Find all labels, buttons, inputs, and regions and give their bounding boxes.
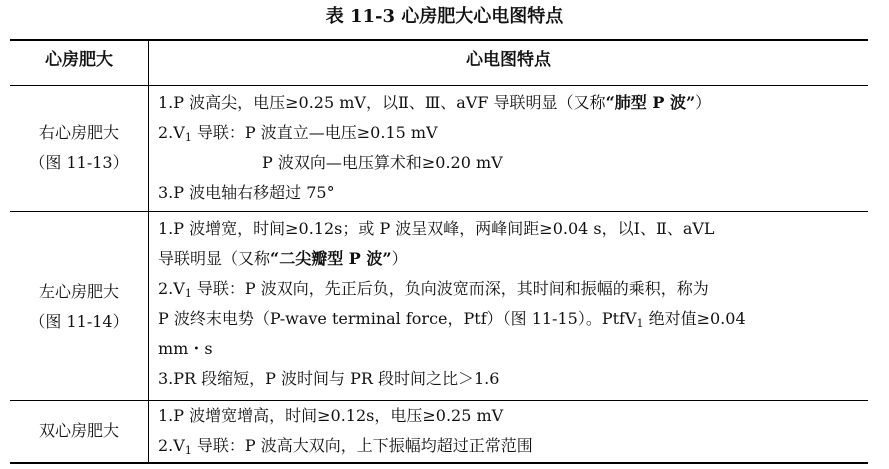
row-name: 左心房肥大: [38, 282, 119, 301]
figure-ref: （图 11-13）: [29, 153, 129, 172]
feature-line: P 波双向—电压算术和≥0.20 mV: [262, 153, 503, 172]
column-divider: [148, 40, 149, 462]
row-label-left-atrium: [10, 277, 148, 337]
feature-line: 3.PR 段缩短，P 波时间与 PR 段时间之比＞1.6: [158, 369, 500, 388]
feature-line: $2.V_1$ 导联：P 波直立—电压≥0.15 mV: [158, 123, 438, 144]
table-bottom-rule: [10, 462, 868, 464]
figure-ref: （图 11-14）: [29, 312, 129, 331]
header-col-ecg-features: 心电图特点: [466, 50, 551, 70]
feature-line: 导联明显（又称“二尖瓣型 P 波”）: [158, 249, 408, 268]
feature-line: 3.P 波电轴右移超过 75°: [158, 183, 335, 202]
feature-line: $2.V_1$ 导联：P 波高大双向，上下振幅均超过正常范围: [158, 436, 533, 457]
row-name: 双心房肥大: [38, 421, 119, 440]
row-content-left-atrium: [158, 214, 864, 394]
row-label-biatrial: [10, 416, 148, 446]
feature-line: P 波终末电势（P-wave terminal force，Ptf）（图 11-15）。PtfV$_1$ 绝对值≥0.04: [158, 309, 746, 330]
row-label-right-atrium: [10, 118, 148, 178]
feature-line: $2.V_1$ 导联：P 波双向，先正后负，负向波宽而深，其时间和振幅的乘积，称为: [158, 279, 709, 300]
row-divider-1: [10, 211, 868, 212]
feature-line: mm・s: [158, 339, 213, 358]
feature-line: 1.P 波高尖，电压≥0.25 mV，以Ⅱ、Ⅲ、aVF 导联明显（又称“肺型 P 波”）: [158, 93, 712, 112]
feature-line: 1.P 波增宽增高，时间≥0.12s，电压≥0.25 mV: [158, 406, 504, 425]
table-top-rule: [10, 39, 868, 41]
header-col-atrial-hypertrophy: 心房肥大: [45, 50, 113, 70]
row-content-biatrial: [158, 401, 864, 461]
feature-line: 1.P 波增宽，时间≥0.12s；或 P 波呈双峰，两峰间距≥0.04 s，以Ⅰ、Ⅱ、aVL: [158, 219, 715, 238]
row-content-right-atrium: [158, 88, 864, 208]
row-name: 右心房肥大: [38, 123, 119, 142]
table-caption: 表 11-3 心房肥大心电图特点: [325, 6, 564, 27]
header-bottom-rule: [10, 85, 868, 86]
